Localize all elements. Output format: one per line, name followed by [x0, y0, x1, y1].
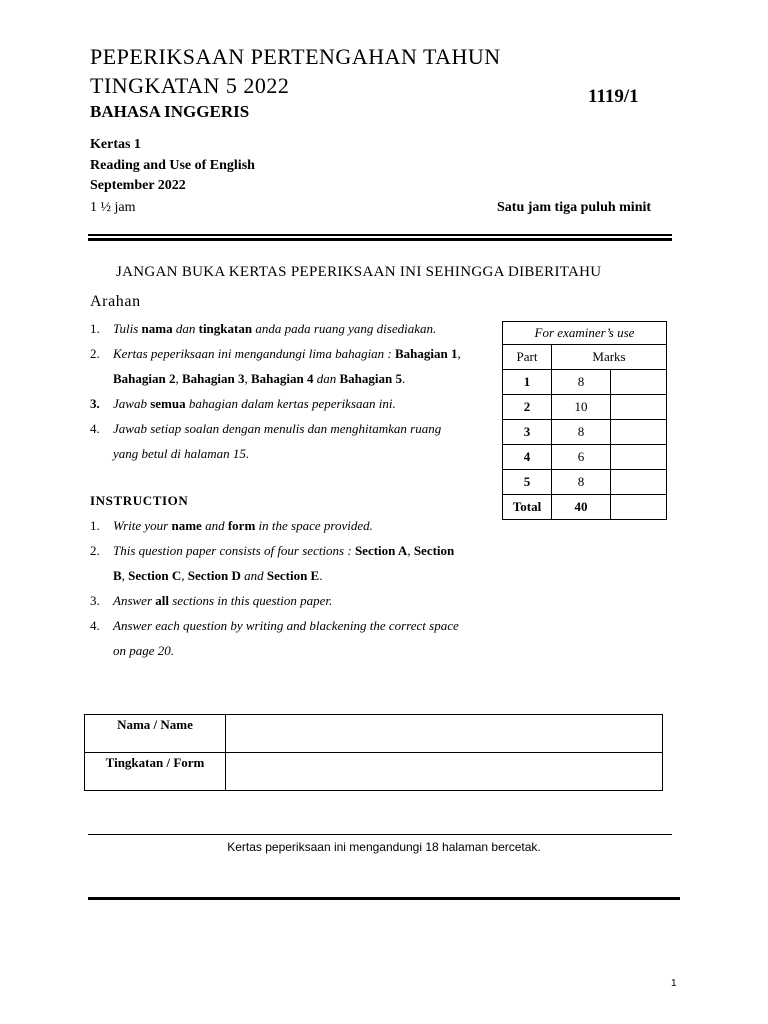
footer-rule-top — [88, 834, 672, 835]
list-item: 1. Tulis nama dan tingkatan anda pada ruang yang disediakan. — [90, 321, 437, 336]
warning-text: JANGAN BUKA KERTAS PEPERIKSAAN INI SEHINGGA DIBERITAHU — [116, 264, 602, 280]
arahan-heading: Arahan — [90, 293, 141, 310]
total-label: Total — [503, 495, 552, 520]
table-row — [503, 420, 667, 445]
header-rule-thick — [88, 238, 672, 241]
score-cell[interactable] — [611, 420, 667, 445]
part-cell: 3 — [503, 420, 552, 445]
total-score-cell[interactable] — [611, 495, 667, 520]
exam-date: September 2022 — [90, 178, 186, 193]
name-field[interactable] — [226, 715, 663, 753]
instruction-heading: INSTRUCTION — [90, 493, 189, 508]
total-row — [503, 495, 667, 520]
list-item: 1. Write your name and form in the space provided. — [90, 518, 373, 533]
paper-name: Reading and Use of English — [90, 158, 255, 173]
marks-cell: 8 — [552, 370, 611, 395]
kertas-label: Kertas 1 — [90, 137, 141, 152]
examiner-table-title: For examiner’s use — [503, 322, 667, 345]
duration: 1 ½ jam — [90, 200, 136, 215]
score-cell[interactable] — [611, 470, 667, 495]
name-label: Nama / Name — [85, 715, 226, 753]
list-item: 3. Jawab semua bahagian dalam kertas peperiksaan ini. — [90, 396, 396, 411]
list-item: 3. Answer all sections in this question paper. — [90, 593, 333, 608]
part-cell: 1 — [503, 370, 552, 395]
page-number: 1 — [671, 978, 677, 989]
footer-rule-bottom — [88, 897, 680, 900]
exam-title-line2: TINGKATAN 5 2022 — [90, 73, 290, 98]
examiner-table — [502, 321, 667, 520]
score-cell[interactable] — [611, 395, 667, 420]
instruction-list — [90, 513, 490, 663]
exam-title-line1: PEPERIKSAAN PERTENGAHAN TAHUN — [90, 44, 501, 69]
part-cell: 4 — [503, 445, 552, 470]
form-label: Tingkatan / Form — [85, 753, 226, 791]
score-cell[interactable] — [611, 445, 667, 470]
form-field[interactable] — [226, 753, 663, 791]
arahan-list — [90, 316, 490, 466]
page-count-note: Kertas peperiksaan ini mengandungi 18 halaman bercetak. — [227, 840, 541, 854]
marks-cell: 8 — [552, 420, 611, 445]
subject-title: BAHASA INGGERIS — [90, 102, 250, 121]
table-row — [503, 395, 667, 420]
list-item: 2. This question paper consists of four sections : Section A, Section B, Section C, Section D and Section E. — [90, 543, 455, 583]
total-marks: 40 — [552, 495, 611, 520]
col-marks-header: Marks — [552, 345, 667, 370]
table-row — [503, 370, 667, 395]
paper-code: 1119/1 — [588, 86, 639, 107]
table-row — [503, 445, 667, 470]
table-row — [503, 470, 667, 495]
candidate-id-table — [84, 714, 663, 791]
marks-cell: 6 — [552, 445, 611, 470]
list-item: 2. Kertas peperiksaan ini mengandungi lima bahagian : Bahagian 1, Bahagian 2, Bahagian 3, Bahagian 4 dan Bahagian 5. — [90, 346, 461, 386]
score-cell[interactable] — [611, 370, 667, 395]
col-part-header: Part — [503, 345, 552, 370]
marks-cell: 10 — [552, 395, 611, 420]
marks-cell: 8 — [552, 470, 611, 495]
list-item: 4. Jawab setiap soalan dengan menulis dan menghitamkan ruang yang betul di halaman 15. — [90, 421, 442, 461]
duration-words: Satu jam tiga puluh minit — [497, 200, 652, 215]
part-cell: 2 — [503, 395, 552, 420]
header-rule-thin — [88, 234, 672, 236]
list-item: 4. Answer each question by writing and blackening the correct space on page 20. — [90, 618, 459, 658]
part-cell: 5 — [503, 470, 552, 495]
